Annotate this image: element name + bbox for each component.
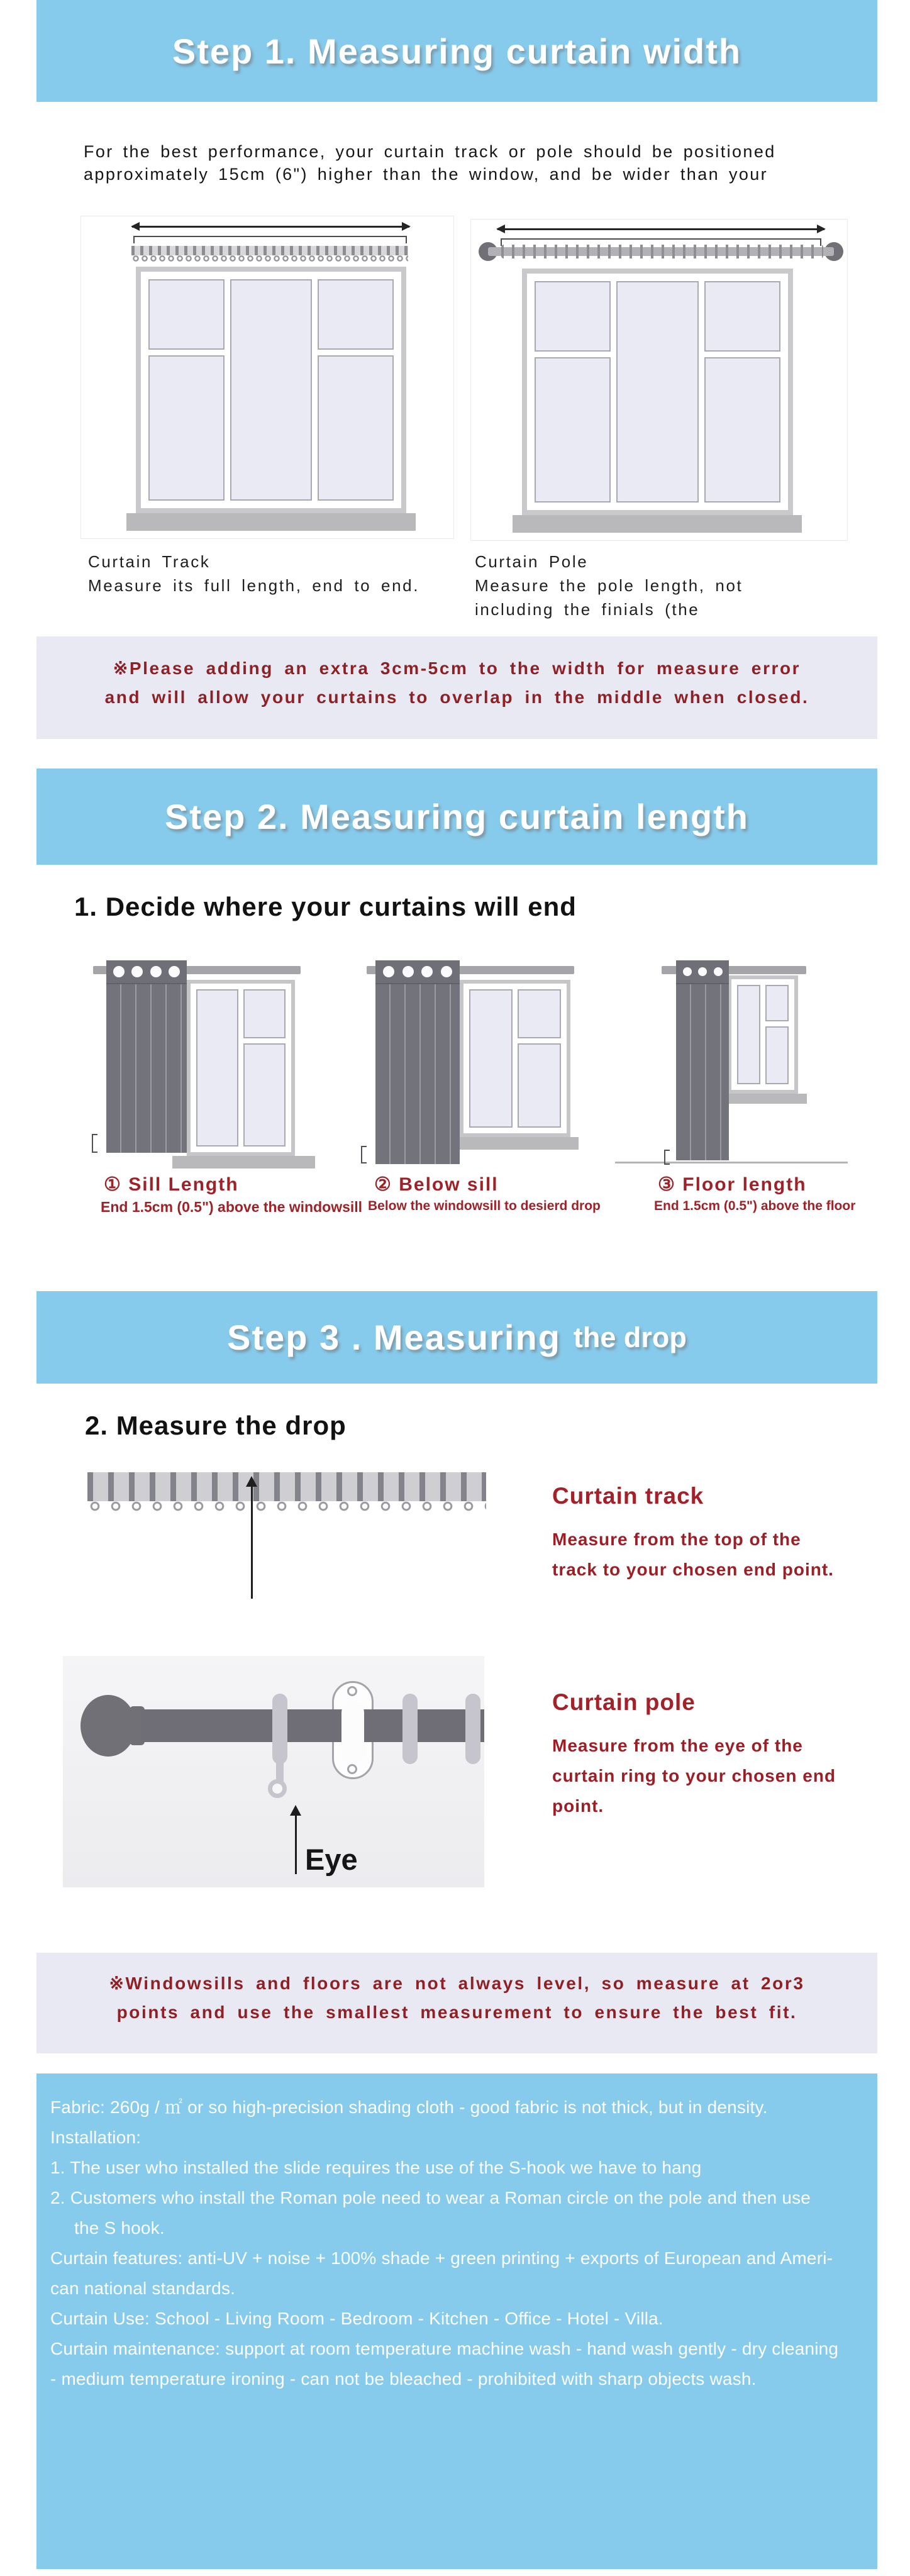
window-pane — [243, 989, 286, 1038]
window-pane — [518, 1043, 561, 1128]
pole-caption-line1: Measure the pole length, not — [475, 576, 743, 595]
diagram2-desc: Below the windowsill to desierd drop — [368, 1199, 601, 1213]
step1-intro-line2: approximately 15cm (6") higher than the window, and be wider than your — [84, 165, 769, 184]
diagram3-desc: End 1.5cm (0.5") above the floor — [654, 1199, 856, 1213]
window-left-column — [535, 281, 611, 502]
window — [728, 975, 798, 1094]
window-inner — [463, 984, 567, 1133]
window-left-column — [737, 985, 760, 1084]
window-pane — [704, 281, 780, 352]
window-sill — [513, 515, 802, 533]
pole-rings — [501, 245, 823, 258]
step3-banner-subtitle: the drop — [573, 1321, 687, 1353]
grommet — [402, 966, 414, 977]
window-right-column — [765, 985, 789, 1084]
grommet — [441, 966, 452, 977]
track-hook-eyes — [131, 255, 408, 262]
up-arrow-icon — [295, 1814, 297, 1874]
footer-line: - medium temperature ironing - can not be bleached - prohibited with sharp objects wash. — [50, 2369, 757, 2389]
step3-heading: 2. Measure the drop — [85, 1411, 347, 1440]
grommet — [698, 967, 707, 976]
footer-line: Fabric: 260g / ㎡ or so high-precision shading cloth - good fabric is not thick, but in density. — [50, 2097, 768, 2117]
window-right-column — [243, 989, 286, 1146]
step1-banner — [36, 0, 877, 102]
level-measure-note — [36, 1953, 877, 2053]
measure-bracket — [133, 236, 407, 243]
curtain-panel-below-sill — [375, 960, 460, 1164]
up-arrow-icon — [251, 1485, 253, 1599]
footer-line: Curtain maintenance: support at room temperature machine wash - hand wash gently - dry cleaning — [50, 2339, 839, 2358]
curtain-body — [106, 984, 187, 1153]
window-right-column — [704, 281, 780, 502]
eye-label: Eye — [305, 1843, 358, 1876]
pole-caption-line2: including the finials (the — [475, 600, 700, 619]
grommet — [150, 966, 162, 977]
pole-drop-line3: point. — [552, 1796, 604, 1816]
window-pane — [148, 355, 225, 501]
curtain-pole-diagram — [470, 219, 848, 541]
window-pane — [535, 357, 611, 502]
footer-line: Curtain Use: School - Living Room - Bedroom - Kitchen - Office - Hotel - Villa. — [50, 2309, 663, 2328]
window-left-column — [148, 279, 225, 501]
window-right-column — [518, 989, 561, 1128]
circled-3-icon: ③ — [658, 1174, 676, 1195]
curtain-panel-sill-length — [106, 960, 187, 1153]
window — [187, 980, 295, 1156]
window-sill — [126, 513, 416, 531]
window — [460, 980, 570, 1137]
window-inner — [731, 979, 794, 1090]
window-pane — [469, 989, 513, 1128]
grommet — [113, 966, 125, 977]
track-caption-line: Measure its full length, end to end. — [88, 576, 420, 595]
bracket-slot — [341, 1701, 364, 1763]
window-pane — [518, 989, 561, 1038]
diagram1-desc: End 1.5cm (0.5") above the windowsill — [101, 1199, 363, 1215]
double-arrow-icon — [497, 228, 824, 230]
step1-banner-title: Step 1. Measuring curtain width — [172, 31, 742, 71]
window-right-column — [318, 279, 394, 501]
pole-drop-title: Curtain pole — [552, 1689, 696, 1715]
window-pane — [243, 1043, 286, 1146]
note-line1: ※Windowsills and floors are not always level, so measure at 2or3 — [109, 1974, 805, 1993]
footer-line: Curtain features: anti-UV + noise + 100% shade + green printing + exports of European and Ameri- — [50, 2248, 833, 2268]
window-pane — [737, 985, 760, 1084]
track-drop-line2: track to your chosen end point. — [552, 1560, 834, 1579]
curtain-ring — [465, 1694, 480, 1764]
curtain-pole-bar — [141, 1709, 484, 1742]
footer-line: can national standards. — [50, 2279, 236, 2298]
step3-banner — [36, 1291, 877, 1384]
footer-line: 2. Customers who install the Roman pole need to wear a Roman circle on the pole and then use — [50, 2188, 811, 2207]
track-drop-line1: Measure from the top of the — [552, 1530, 801, 1549]
measure-mark — [361, 1146, 367, 1163]
step2-banner — [36, 769, 877, 865]
footer-line: 1. The user who installed the slide requires the use of the S-hook we have to hang — [50, 2158, 702, 2177]
curtain-panel-floor-length — [676, 960, 729, 1160]
step1-intro-line1: For the best performance, your curtain track or pole should be positioned — [84, 142, 776, 161]
track-caption-title: Curtain Track — [88, 552, 211, 571]
curtain-track-bar — [131, 246, 408, 255]
window-sill — [172, 1156, 315, 1169]
curtain-ring — [402, 1694, 418, 1764]
window-middle-column — [616, 281, 699, 502]
circled-1-icon: ① — [104, 1174, 122, 1195]
diagram3-title: ③ Floor length — [658, 1174, 807, 1195]
window-sill — [452, 1137, 579, 1150]
track-hook-eyes — [87, 1501, 486, 1513]
curtain-pole-closeup-diagram — [63, 1656, 484, 1887]
step2-banner-title: Step 2. Measuring curtain length — [164, 797, 750, 836]
footer-line: the S hook. — [74, 2218, 165, 2238]
footer-line: Installation: — [50, 2128, 141, 2147]
curtain-header — [375, 960, 460, 984]
window-pane — [230, 279, 312, 501]
bracket-screw-hole — [347, 1764, 357, 1774]
width-measure-note — [36, 636, 877, 739]
curtain-body — [375, 984, 460, 1164]
window-pane — [196, 989, 238, 1146]
window-pane — [765, 985, 789, 1021]
grommet — [383, 966, 394, 977]
floor-line — [615, 1162, 848, 1163]
measure-mark — [664, 1150, 670, 1165]
grommet — [131, 966, 143, 977]
window-sill — [721, 1094, 807, 1104]
grommet — [714, 967, 723, 976]
curtain-header — [676, 960, 729, 984]
diagram2-title: ② Below sill — [374, 1174, 499, 1195]
measure-mark — [92, 1134, 97, 1153]
pole-drop-line2: curtain ring to your chosen end — [552, 1766, 836, 1785]
ring-eye — [268, 1779, 287, 1798]
note-line2: points and use the smallest measurement to ensure the best fit. — [116, 2002, 797, 2022]
curtain-track-diagram — [80, 216, 454, 539]
window-inner — [141, 272, 401, 508]
diagram1-title: ① Sill Length — [104, 1174, 239, 1195]
window-pane — [616, 281, 699, 502]
curtain-header — [106, 960, 187, 984]
window-pane — [318, 355, 394, 501]
circled-2-icon: ② — [374, 1174, 392, 1195]
track-drop-title: Curtain track — [552, 1483, 704, 1509]
product-details-footer — [36, 2074, 877, 2569]
window-pane — [318, 279, 394, 350]
step2-heading: 1. Decide where your curtains will end — [74, 892, 577, 921]
pole-finial — [80, 1695, 136, 1757]
window-left-column — [469, 989, 513, 1128]
note-line1: ※Please adding an extra 3cm-5cm to the width for measure error — [113, 658, 801, 678]
window — [136, 267, 406, 513]
window-inner — [527, 274, 788, 510]
pole-drop-line1: Measure from the eye of the — [552, 1736, 803, 1755]
curtain-track-bar — [87, 1472, 486, 1501]
window-inner — [191, 984, 291, 1152]
pole-caption-title: Curtain Pole — [475, 552, 589, 571]
window-pane — [148, 279, 225, 350]
curtain-body — [676, 984, 729, 1160]
curtain-ring — [272, 1694, 287, 1764]
grommet — [169, 966, 180, 977]
window-pane — [765, 1026, 789, 1084]
note-line2: and will allow your curtains to overlap in the middle when closed. — [104, 687, 809, 707]
window-pane — [535, 281, 611, 352]
double-arrow-icon — [132, 226, 409, 228]
window-pane — [704, 357, 780, 502]
window-middle-column — [230, 279, 312, 501]
window-left-column — [196, 989, 238, 1146]
grommet — [683, 967, 692, 976]
grommet — [421, 966, 433, 977]
step3-banner-title: Step 3 . Measuring — [227, 1318, 561, 1357]
bracket-screw-hole — [347, 1686, 357, 1696]
window — [522, 269, 793, 515]
